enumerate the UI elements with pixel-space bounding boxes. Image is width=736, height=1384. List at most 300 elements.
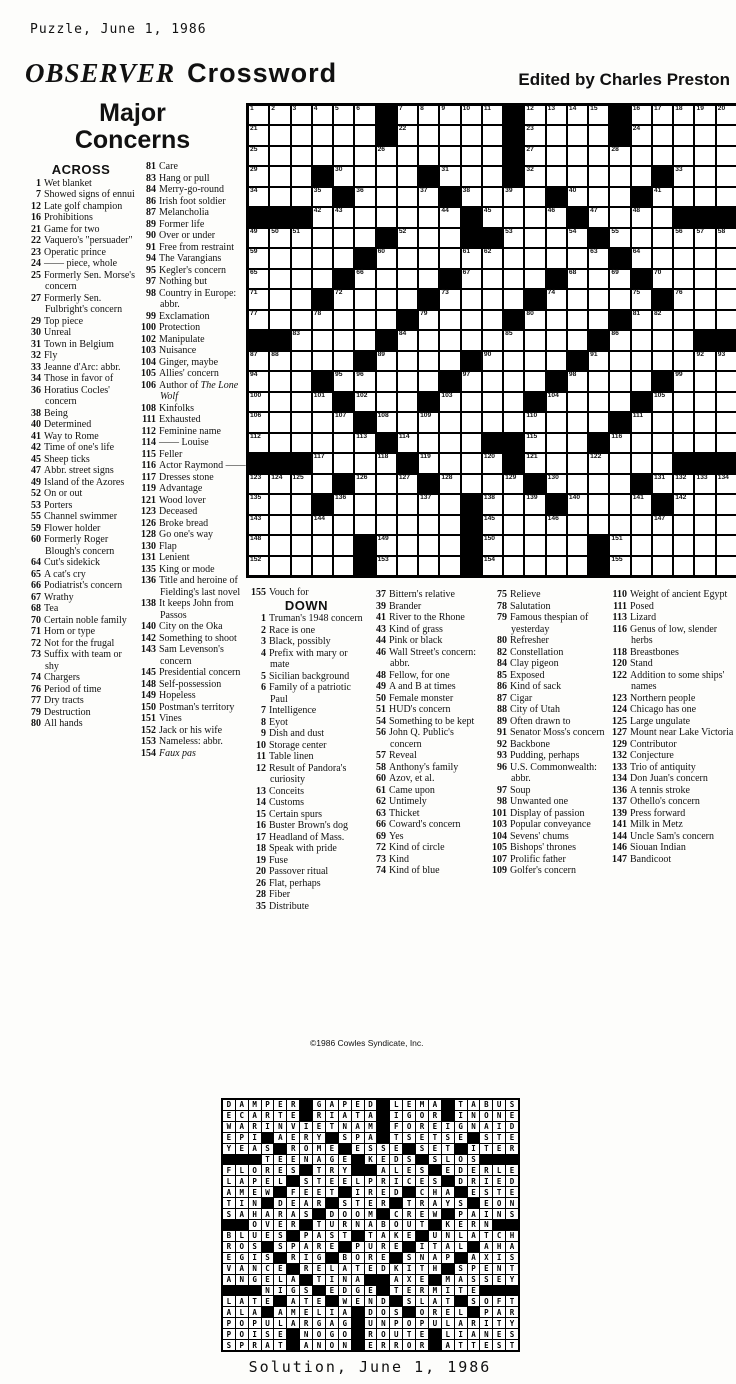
- solution-cell: E: [429, 1144, 441, 1154]
- solution-cell: I: [300, 1253, 312, 1263]
- grid-cell: [376, 207, 397, 227]
- clue-item: 60 Azov, et al.: [376, 773, 435, 784]
- clue-item: 138 It keeps John from Passos: [141, 598, 234, 621]
- cell-number: 98: [568, 371, 577, 379]
- grid-cell: [673, 494, 694, 514]
- solution-cell: R: [377, 1176, 389, 1186]
- grid-cell: [248, 187, 269, 207]
- grid-cell: [503, 535, 524, 555]
- grid-cell: [269, 515, 290, 535]
- grid-cell: [588, 371, 609, 391]
- solution-cell: [390, 1253, 402, 1263]
- clue-item: 5 Sicilian background: [261, 670, 350, 682]
- cell-number: 122: [590, 453, 602, 461]
- solution-cell: I: [326, 1275, 338, 1285]
- clue-item: 15 Certain spurs: [256, 808, 323, 820]
- solution-cell: A: [262, 1340, 274, 1350]
- solution-cell: F: [493, 1296, 505, 1306]
- solution-cell: A: [300, 1340, 312, 1350]
- solution-cell: A: [236, 1176, 248, 1186]
- cell-number: 127: [398, 473, 410, 481]
- grid-cell: [567, 515, 588, 535]
- solution-cell: R: [468, 1176, 480, 1186]
- cell-number: 19: [696, 105, 704, 112]
- clue-item: 74 Chargers: [31, 672, 80, 683]
- grid-cell: [461, 412, 482, 432]
- grid-cell: [376, 535, 397, 555]
- grid-cell: [631, 515, 652, 535]
- solution-cell: E: [223, 1253, 235, 1263]
- cell-number: 97: [462, 371, 471, 379]
- grid-cell: [439, 556, 460, 576]
- cell-number: 10: [462, 105, 471, 112]
- grid-cell: [461, 392, 482, 412]
- grid-cell: [673, 474, 694, 494]
- clue-item: 95 Kegler's concern: [146, 264, 227, 276]
- grid-cell: [631, 494, 652, 514]
- masthead-observer: OBSERVER: [25, 58, 176, 88]
- solution-cell: N: [377, 1318, 389, 1328]
- cell-number: 20: [717, 105, 726, 112]
- solution-cell: U: [262, 1318, 274, 1328]
- cell-number: 13: [547, 105, 556, 112]
- grid-cell: [524, 125, 545, 145]
- solution-cell: D: [390, 1155, 402, 1165]
- grid-cell: [461, 187, 482, 207]
- solution-cell: E: [480, 1198, 492, 1208]
- grid-cell: [312, 146, 333, 166]
- grid-cell: [609, 433, 630, 453]
- solution-cell: [480, 1155, 492, 1165]
- solution-cell: S: [339, 1198, 351, 1208]
- grid-cell: [503, 289, 524, 309]
- solution-cell: M: [249, 1100, 261, 1110]
- clue-list-header: DOWN: [284, 597, 329, 613]
- solution-cell: K: [390, 1231, 402, 1241]
- solution-cell: [287, 1176, 299, 1186]
- solution-cell: [262, 1307, 274, 1317]
- grid-cell: [439, 453, 460, 473]
- grid-cell: [673, 535, 694, 555]
- grid-cell: [397, 146, 418, 166]
- clue-item: 38 Being: [31, 407, 68, 419]
- grid-cell: [376, 392, 397, 412]
- clue-item: 12 Late golf champion: [31, 200, 123, 212]
- solution-cell: Y: [506, 1318, 518, 1328]
- solution-cell: R: [468, 1220, 480, 1230]
- solution-cell: S: [262, 1329, 274, 1339]
- solution-cell: E: [416, 1209, 428, 1219]
- clue-item: 132 Conjecture: [612, 750, 674, 761]
- solution-cell: [416, 1155, 428, 1165]
- solution-cell: [352, 1340, 364, 1350]
- clue-item: 127 Mount near Lake Victoria: [612, 727, 734, 738]
- solution-cell: I: [442, 1122, 454, 1132]
- clue-item: 50 Female monster: [376, 692, 454, 704]
- clue-item: 53 Porters: [31, 499, 73, 511]
- solution-cell: N: [339, 1122, 351, 1132]
- grid-cell: [716, 351, 736, 371]
- grid-cell: [546, 494, 567, 514]
- grid-cell: [694, 330, 715, 350]
- solution-cell: P: [223, 1329, 235, 1339]
- grid-cell: [546, 105, 567, 125]
- solution-cell: [506, 1155, 518, 1165]
- solution-cell: X: [480, 1253, 492, 1263]
- solution-cell: S: [223, 1209, 235, 1219]
- cell-number: 75: [632, 289, 641, 297]
- grid-cell: [503, 412, 524, 432]
- solution-cell: N: [262, 1286, 274, 1296]
- solution-cell: R: [249, 1340, 261, 1350]
- grid-cell: [376, 556, 397, 576]
- solution-cell: E: [249, 1187, 261, 1197]
- grid-cell: [652, 187, 673, 207]
- solution-cell: S: [506, 1329, 518, 1339]
- solution-cell: S: [429, 1176, 441, 1186]
- solution-cell: E: [468, 1286, 480, 1296]
- cell-number: 52: [398, 227, 407, 235]
- solution-cell: P: [287, 1242, 299, 1252]
- grid-cell: [418, 412, 439, 432]
- clue-item: 84 Clay pigeon: [497, 658, 559, 669]
- grid-cell: [567, 146, 588, 166]
- solution-cell: S: [506, 1253, 518, 1263]
- grid-cell: [694, 494, 715, 514]
- grid-cell: [588, 330, 609, 350]
- grid-cell: [248, 433, 269, 453]
- solution-cell: A: [429, 1100, 441, 1110]
- grid-cell: [397, 289, 418, 309]
- solution-cell: T: [249, 1296, 261, 1306]
- cell-number: 24: [632, 125, 641, 133]
- solution-cell: T: [352, 1111, 364, 1121]
- solution-cell: N: [236, 1275, 248, 1285]
- grid-cell: [652, 228, 673, 248]
- cell-number: 110: [526, 412, 538, 420]
- solution-cell: P: [236, 1133, 248, 1143]
- solution-cell: A: [429, 1253, 441, 1263]
- grid-cell: [546, 228, 567, 248]
- grid-cell: [716, 166, 736, 186]
- solution-cell: L: [274, 1275, 286, 1285]
- clue-item: 102 Manipulate: [141, 333, 205, 345]
- solution-cell: I: [236, 1198, 248, 1208]
- solution-cell: D: [506, 1122, 518, 1132]
- grid-cell: [503, 105, 524, 125]
- grid-cell: [312, 474, 333, 494]
- masthead-crossword: Crossword: [187, 58, 338, 88]
- clue-item: 58 Anthony's family: [376, 761, 459, 773]
- solution-cell: R: [377, 1340, 389, 1350]
- solution-cell: [506, 1286, 518, 1296]
- clue-item: 117 Dresses stone: [141, 471, 214, 483]
- solution-cell: T: [403, 1329, 415, 1339]
- grid-cell: [418, 392, 439, 412]
- grid-cell: [503, 556, 524, 576]
- grid-cell: [461, 146, 482, 166]
- solution-cell: A: [326, 1318, 338, 1328]
- grid-cell: [588, 412, 609, 432]
- clue-item: 130 Flap: [141, 540, 177, 552]
- grid-cell: [694, 535, 715, 555]
- solution-cell: D: [223, 1100, 235, 1110]
- cell-number: 18: [675, 105, 683, 112]
- grid-cell: [609, 146, 630, 166]
- clue-item: 2 Race is one: [261, 624, 316, 636]
- grid-cell: [354, 494, 375, 514]
- grid-cell: [397, 166, 418, 186]
- grid-cell: [609, 207, 630, 227]
- solution-cell: [300, 1220, 312, 1230]
- solution-cell: N: [480, 1220, 492, 1230]
- solution-cell: [262, 1242, 274, 1252]
- clue-item: 24 —— piece, whole: [31, 258, 118, 269]
- clue-item: 103 Popular conveyance: [492, 819, 591, 830]
- solution-cell: T: [326, 1187, 338, 1197]
- cell-number: 33: [675, 166, 683, 174]
- clue-item: 13 Conceits: [256, 785, 304, 797]
- clue-item: 51 HUD's concern: [376, 704, 451, 715]
- solution-cell: [274, 1144, 286, 1154]
- grid-cell: [567, 556, 588, 576]
- grid-cell: [588, 515, 609, 535]
- clue-item: 123 Deceased: [141, 506, 198, 517]
- clue-item: 73 Kind: [376, 853, 409, 865]
- solution-cell: [339, 1242, 351, 1252]
- solution-cell: R: [377, 1242, 389, 1252]
- clue-item: 77 Dry tracts: [31, 695, 84, 706]
- grid-cell: [631, 474, 652, 494]
- clue-item: 7 Intelligence: [261, 705, 317, 716]
- solution-cell: S: [455, 1198, 467, 1208]
- grid-cell: [482, 330, 503, 350]
- grid-cell: [588, 289, 609, 309]
- solution-cell: [236, 1155, 248, 1165]
- grid-cell: [461, 433, 482, 453]
- grid-cell: [418, 535, 439, 555]
- grid-cell: [397, 269, 418, 289]
- grid-cell: [291, 330, 312, 350]
- solution-cell: [339, 1187, 351, 1197]
- grid-cell: [333, 453, 354, 473]
- cell-number: 23: [526, 125, 534, 133]
- cell-number: 31: [441, 166, 449, 174]
- grid-cell: [503, 433, 524, 453]
- cell-number: 102: [356, 391, 368, 399]
- solution-cell: [468, 1198, 480, 1208]
- grid-cell: [291, 371, 312, 391]
- clue-item: 56 John Q. Public's concern: [376, 727, 454, 750]
- grid-cell: [588, 494, 609, 514]
- grid-cell: [609, 310, 630, 330]
- cell-number: 58: [717, 227, 726, 235]
- solution-cell: E: [493, 1144, 505, 1154]
- solution-cell: A: [442, 1242, 454, 1252]
- grid-cell: [248, 146, 269, 166]
- grid-cell: [397, 187, 418, 207]
- grid-cell: [269, 269, 290, 289]
- solution-cell: D: [506, 1176, 518, 1186]
- grid-cell: [609, 166, 630, 186]
- solution-cell: A: [274, 1133, 286, 1143]
- clue-item: 26 Flat, perhaps: [256, 877, 321, 889]
- grid-cell: [716, 474, 736, 494]
- grid-cell: [333, 474, 354, 494]
- grid-cell: [588, 535, 609, 555]
- solution-cell: E: [416, 1329, 428, 1339]
- grid-cell: [652, 535, 673, 555]
- grid-cell: [716, 535, 736, 555]
- cell-number: 153: [377, 555, 389, 563]
- grid-cell: [397, 412, 418, 432]
- grid-cell: [354, 269, 375, 289]
- solution-cell: L: [390, 1165, 402, 1175]
- solution-cell: E: [468, 1165, 480, 1175]
- grid-cell: [291, 412, 312, 432]
- grid-cell: [524, 330, 545, 350]
- grid-cell: [588, 556, 609, 576]
- cell-number: 144: [313, 514, 325, 522]
- solution-cell: A: [339, 1264, 351, 1274]
- grid-cell: [694, 412, 715, 432]
- solution-cell: T: [455, 1340, 467, 1350]
- solution-cell: N: [506, 1198, 518, 1208]
- solution-cell: R: [262, 1165, 274, 1175]
- grid-cell: [397, 105, 418, 125]
- solution-cell: G: [313, 1100, 325, 1110]
- cell-number: 88: [271, 350, 279, 358]
- grid-cell: [609, 556, 630, 576]
- grid-cell: [567, 166, 588, 186]
- solution-cell: E: [352, 1100, 364, 1110]
- cell-number: 118: [377, 453, 389, 461]
- solution-cell: A: [313, 1155, 325, 1165]
- solution-cell: E: [339, 1176, 351, 1186]
- grid-cell: [694, 474, 715, 494]
- clue-item: 69 Yes: [376, 830, 404, 842]
- grid-cell: [461, 166, 482, 186]
- grid-cell: [524, 412, 545, 432]
- clue-item: 62 Untimely: [376, 796, 427, 807]
- grid-cell: [524, 269, 545, 289]
- solution-cell: E: [377, 1155, 389, 1165]
- solution-cell: A: [455, 1318, 467, 1328]
- solution-cell: E: [326, 1144, 338, 1154]
- grid-cell: [269, 289, 290, 309]
- clue-item: 46 Wall Street's concern: abbr.: [376, 646, 477, 669]
- grid-cell: [291, 269, 312, 289]
- grid-cell: [694, 269, 715, 289]
- grid-cell: [482, 310, 503, 330]
- solution-cell: [493, 1220, 505, 1230]
- cell-number: 26: [377, 145, 386, 153]
- grid-cell: [524, 494, 545, 514]
- cell-number: 112: [250, 432, 261, 440]
- solution-caption: Solution, June 1, 1986: [248, 1358, 492, 1376]
- grid-cell: [631, 187, 652, 207]
- clue-item: 144 Uncle Sam's concern: [612, 830, 714, 842]
- solution-cell: N: [249, 1198, 261, 1208]
- cell-number: 151: [611, 535, 623, 543]
- solution-cell: [249, 1286, 261, 1296]
- grid-cell: [354, 556, 375, 576]
- cell-number: 87: [250, 350, 258, 358]
- solution-cell: R: [416, 1286, 428, 1296]
- solution-cell: [377, 1122, 389, 1132]
- cell-number: 93: [717, 350, 726, 358]
- grid-cell: [546, 433, 567, 453]
- cell-number: 78: [313, 309, 322, 317]
- solution-cell: O: [403, 1318, 415, 1328]
- clue-item: 114 —— Louise: [141, 437, 209, 448]
- grid-cell: [588, 392, 609, 412]
- grid-cell: [482, 351, 503, 371]
- grid-cell: [609, 515, 630, 535]
- grid-cell: [248, 289, 269, 309]
- grid-cell: [269, 351, 290, 371]
- grid-cell: [503, 330, 524, 350]
- cell-number: 71: [250, 289, 258, 297]
- solution-cell: L: [455, 1307, 467, 1317]
- solution-cell: S: [468, 1275, 480, 1285]
- grid-cell: [609, 371, 630, 391]
- grid-cell: [631, 207, 652, 227]
- cell-number: 111: [632, 412, 644, 420]
- clue-item: 7 Showed signs of ennui: [36, 189, 135, 200]
- solution-cell: T: [493, 1318, 505, 1328]
- grid-cell: [716, 433, 736, 453]
- clue-item: 16 Buster Brown's dog: [256, 820, 349, 831]
- grid-cell: [291, 535, 312, 555]
- solution-cell: V: [287, 1122, 299, 1132]
- cell-number: 141: [632, 494, 644, 502]
- grid-cell: [567, 248, 588, 268]
- grid-cell: [418, 248, 439, 268]
- solution-cell: R: [429, 1111, 441, 1121]
- cell-number: 133: [696, 473, 708, 481]
- grid-cell: [631, 248, 652, 268]
- solution-cell: H: [506, 1231, 518, 1241]
- grid-cell: [673, 351, 694, 371]
- grid-cell: [333, 515, 354, 535]
- clue-item: 123 Northern people: [612, 692, 696, 704]
- solution-cell: E: [262, 1296, 274, 1306]
- grid-cell: [248, 392, 269, 412]
- cell-number: 42: [313, 207, 322, 215]
- cell-number: 115: [526, 432, 538, 440]
- solution-cell: P: [390, 1318, 402, 1328]
- grid-cell: [312, 515, 333, 535]
- grid-cell: [503, 474, 524, 494]
- solution-cell: H: [429, 1264, 441, 1274]
- cell-number: 59: [250, 248, 258, 256]
- solution-cell: E: [390, 1144, 402, 1154]
- solution-cell: E: [493, 1329, 505, 1339]
- grid-cell: [418, 433, 439, 453]
- grid-cell: [631, 556, 652, 576]
- puzzle-title-line1: Major: [99, 99, 166, 127]
- grid-cell: [248, 535, 269, 555]
- grid-cell: [482, 269, 503, 289]
- cell-number: 69: [611, 268, 619, 276]
- solution-cell: A: [236, 1264, 248, 1274]
- grid-cell: [567, 535, 588, 555]
- clue-item: 113 Lizard: [612, 612, 657, 623]
- grid-cell: [482, 556, 503, 576]
- grid-cell: [461, 453, 482, 473]
- solution-cell: I: [390, 1176, 402, 1186]
